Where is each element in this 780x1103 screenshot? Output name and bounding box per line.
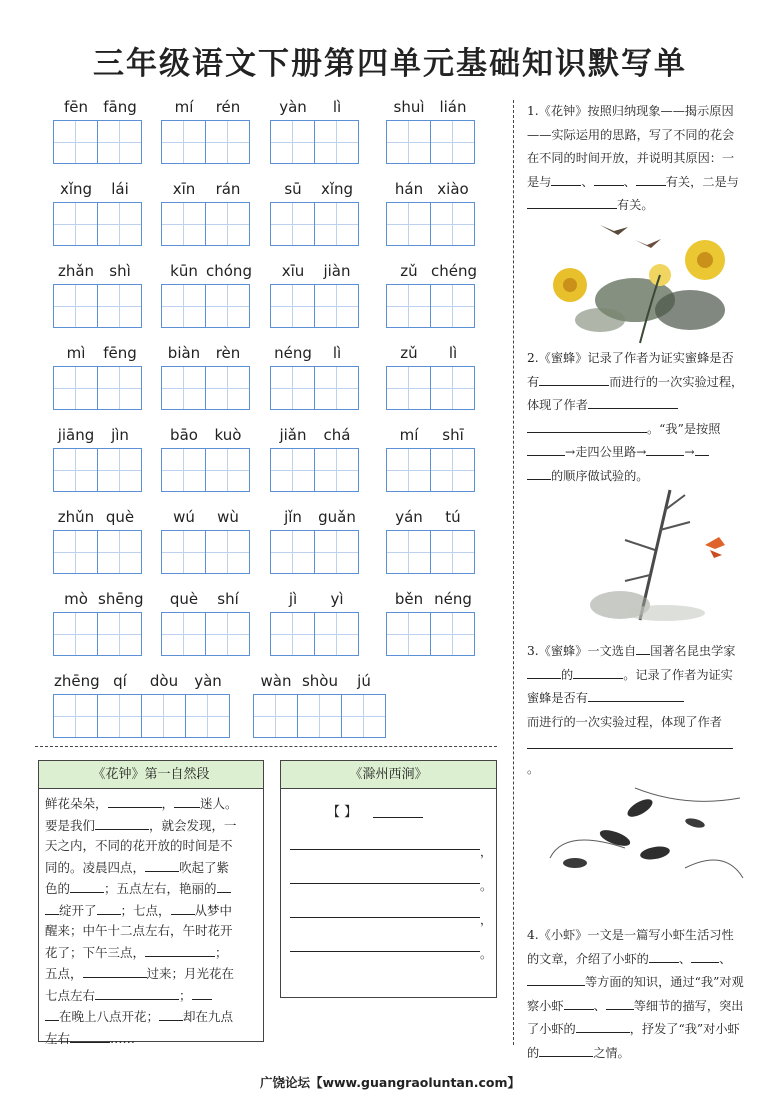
writing-box[interactable]	[205, 202, 250, 246]
pinyin-label: bāo	[170, 426, 198, 444]
text-segment: 、	[581, 174, 594, 189]
writing-box[interactable]	[430, 366, 475, 410]
pinyin-label: mò	[64, 590, 88, 608]
writing-box[interactable]	[270, 530, 315, 574]
writing-box[interactable]	[430, 284, 475, 328]
text-segment: 的顺序做试验的。	[551, 468, 649, 483]
text-segment: 否有	[527, 351, 734, 389]
text-segment: 性的文章，介绍了小虾的	[527, 928, 734, 966]
pinyin-label: shòu	[301, 672, 338, 690]
fill-blank[interactable]	[97, 900, 121, 915]
writing-box[interactable]	[430, 530, 475, 574]
writing-box[interactable]	[185, 694, 230, 738]
fill-blank[interactable]	[588, 394, 678, 409]
writing-box[interactable]	[53, 202, 98, 246]
writing-box[interactable]	[386, 120, 431, 164]
pinyin-label: zǔ	[400, 344, 418, 362]
text-segment: 天之内，不同的花开放的时间是不	[45, 838, 233, 853]
text-line	[45, 1028, 257, 1050]
writing-box[interactable]	[386, 366, 431, 410]
pinyin-label: hán	[394, 180, 424, 198]
pinyin-label: jìn	[111, 426, 129, 444]
pinyin-label: wàn	[260, 672, 292, 690]
writing-box[interactable]	[314, 612, 359, 656]
text-line	[45, 963, 257, 985]
line-punctuation: ，	[480, 913, 493, 927]
huazhong-recitation-panel	[38, 760, 264, 1046]
fill-blank[interactable]	[551, 171, 581, 186]
line-punctuation: 。	[480, 879, 493, 893]
fill-blank[interactable]	[606, 995, 634, 1010]
pinyin-label: fēn	[63, 98, 89, 116]
bird-icon	[635, 239, 661, 248]
text-line	[45, 857, 257, 879]
fill-blank[interactable]	[527, 441, 565, 456]
writing-box[interactable]	[314, 366, 359, 410]
text-segment: 等方面的知识，通过“我”	[585, 975, 720, 989]
writing-box[interactable]	[297, 694, 342, 738]
writing-box[interactable]	[430, 448, 475, 492]
writing-box[interactable]	[205, 448, 250, 492]
writing-box[interactable]	[205, 366, 250, 410]
question-4	[527, 924, 745, 1065]
text-segment: 1.《花钟》按照归纳现象——揭示原	[527, 104, 722, 118]
pinyin-label: lì	[332, 98, 342, 116]
pinyin-label: mí	[174, 98, 194, 116]
text-segment: 对观察小虾	[527, 975, 744, 1013]
panel-title: 《滁州西涧》	[281, 761, 496, 789]
question-2	[527, 347, 745, 488]
fill-blank[interactable]	[695, 441, 709, 456]
vertical-divider	[513, 100, 514, 1045]
text-segment: 家	[723, 644, 736, 658]
line-punctuation: ，	[480, 845, 493, 859]
panel-title: 《花钟》第一自然段	[39, 761, 263, 789]
fill-blank[interactable]	[217, 878, 231, 893]
writing-box[interactable]	[97, 448, 142, 492]
pinyin-label: yàn	[279, 98, 307, 116]
fill-blank[interactable]	[174, 793, 200, 808]
writing-box[interactable]	[205, 284, 250, 328]
pinyin-label: yán	[395, 508, 423, 526]
text-segment: 4.《小虾》一文是一篇写小虾生活习	[527, 928, 722, 942]
text-segment: 国著名昆虫学	[650, 644, 724, 658]
pinyin-label: xīn	[172, 180, 196, 198]
text-segment: ，	[161, 796, 175, 811]
text-segment: 等细节的描写，	[633, 998, 720, 1013]
pinyin-label: jǐn	[284, 508, 302, 526]
bird-icon	[600, 225, 628, 235]
writing-box[interactable]	[386, 612, 431, 656]
chuzhou-xijian-panel	[280, 760, 497, 998]
writing-box[interactable]	[53, 366, 98, 410]
poem-line-blank[interactable]	[290, 883, 480, 884]
writing-box[interactable]	[270, 366, 315, 410]
pinyin-label: yàn	[194, 672, 222, 690]
writing-box[interactable]	[386, 284, 431, 328]
fill-blank[interactable]	[576, 1018, 630, 1033]
fill-blank[interactable]	[45, 1006, 59, 1021]
text-segment: 有关。	[617, 198, 654, 212]
text-segment: 有关，	[665, 174, 703, 189]
text-segment: →	[684, 445, 695, 459]
fill-blank[interactable]	[527, 418, 647, 433]
pinyin-label: zhǎn	[57, 262, 95, 280]
text-segment: 迷人。	[200, 796, 238, 811]
pinyin-label: rán	[215, 180, 241, 198]
writing-box[interactable]	[97, 120, 142, 164]
fill-blank[interactable]	[95, 815, 149, 830]
pinyin-label: jiāng	[57, 426, 95, 444]
pinyin-label: rén	[215, 98, 241, 116]
text-segment: 却在九点	[183, 1009, 234, 1024]
pinyin-label: shēng	[98, 590, 144, 608]
pinyin-label: tú	[445, 508, 461, 526]
pinyin-label: què	[169, 590, 199, 608]
writing-box[interactable]	[97, 284, 142, 328]
fill-blank[interactable]	[145, 942, 215, 957]
writing-box[interactable]	[97, 612, 142, 656]
chrysanthemum-flower-icon	[685, 240, 725, 280]
writing-box[interactable]	[161, 284, 206, 328]
pinyin-label: chá	[323, 426, 351, 444]
writing-box[interactable]	[430, 202, 475, 246]
writing-box[interactable]	[386, 202, 431, 246]
text-segment: 同的。凌晨四点，	[45, 859, 146, 875]
pinyin-label: què	[105, 508, 135, 526]
fill-blank[interactable]	[83, 963, 147, 978]
writing-box[interactable]	[270, 612, 315, 656]
fill-blank[interactable]	[527, 664, 561, 679]
pinyin-label: jiǎn	[279, 426, 307, 444]
text-line	[45, 793, 257, 815]
text-segment: 花会在不同的时间开放，并说明其原	[527, 127, 735, 165]
writing-box[interactable]	[430, 120, 475, 164]
writing-box[interactable]	[53, 612, 98, 656]
pinyin-label: chéng	[431, 262, 478, 280]
footer: 广饶论坛【www.guangraoluntan.com】	[259, 1075, 521, 1090]
text-segment: 2.《蜜蜂》记录了作者为证实蜜蜂是	[527, 351, 722, 365]
pinyin-label: sū	[284, 180, 302, 198]
writing-box[interactable]	[270, 120, 315, 164]
pinyin-label: guǎn	[318, 508, 356, 526]
text-segment: 对小虾的	[527, 1022, 740, 1060]
text-segment: 花了；下午三点，	[45, 944, 146, 960]
writing-box[interactable]	[314, 284, 359, 328]
fill-blank[interactable]	[594, 171, 624, 186]
shrimp-icon	[639, 844, 671, 861]
fill-blank[interactable]	[70, 1028, 110, 1043]
fill-blank[interactable]	[573, 664, 623, 679]
fill-blank[interactable]	[539, 1042, 593, 1057]
text-segment: 五点，	[45, 966, 83, 981]
text-segment: 、	[719, 951, 732, 966]
text-segment: 、	[678, 951, 692, 966]
text-segment: 左右	[45, 1030, 71, 1046]
text-segment: 为证实蜜蜂是否有	[527, 667, 733, 705]
writing-box[interactable]	[314, 448, 359, 492]
writing-box[interactable]	[97, 202, 142, 246]
pinyin-label: rèn	[215, 344, 241, 362]
writing-box[interactable]	[97, 530, 142, 574]
shrimp-icon	[684, 817, 705, 830]
text-line	[45, 900, 257, 922]
fill-blank[interactable]	[145, 857, 179, 872]
text-line	[45, 942, 257, 964]
fill-blank[interactable]	[649, 948, 679, 963]
text-segment: 而进行的一次	[609, 374, 683, 389]
fill-blank[interactable]	[70, 878, 104, 893]
pinyin-label: lái	[111, 180, 129, 198]
text-segment: 七点左右	[45, 987, 96, 1003]
writing-box[interactable]	[386, 448, 431, 492]
pinyin-label: néng	[274, 344, 312, 362]
writing-box[interactable]	[161, 448, 206, 492]
text-segment: 色的	[45, 881, 71, 896]
text-segment: 。记录了作者	[623, 667, 697, 682]
text-segment: 。	[527, 761, 540, 776]
text-line	[45, 921, 257, 942]
writing-box[interactable]	[270, 448, 315, 492]
pinyin-label: xiào	[437, 180, 469, 198]
text-segment: 要是我们	[45, 817, 96, 833]
text-segment: 、	[623, 174, 636, 189]
shrimp-icon	[598, 827, 632, 849]
horizontal-divider	[35, 746, 497, 747]
writing-box[interactable]	[53, 530, 98, 574]
pinyin-label: běn	[394, 590, 424, 608]
writing-box[interactable]	[205, 120, 250, 164]
pinyin-label: shì	[109, 262, 131, 280]
writing-box[interactable]	[97, 366, 142, 410]
fill-blank[interactable]	[527, 465, 551, 480]
pinyin-writing-grid	[0, 0, 510, 745]
fill-blank[interactable]	[588, 687, 684, 702]
text-segment: 在晚上八点开花；	[59, 1009, 160, 1024]
fill-blank[interactable]	[646, 441, 684, 456]
fill-blank[interactable]	[95, 985, 179, 1000]
writing-box[interactable]	[205, 612, 250, 656]
text-line	[45, 1006, 257, 1028]
text-segment: 突出了小虾的	[527, 998, 744, 1036]
text-segment: 而进行的一次实验过程，体现了作者	[527, 714, 722, 729]
text-segment: 因：一是与	[527, 151, 735, 189]
writing-box[interactable]	[161, 202, 206, 246]
butterfly-icon	[705, 537, 725, 558]
pinyin-label: biàn	[167, 344, 201, 362]
pinyin-label: xīu	[281, 262, 305, 280]
fill-blank[interactable]	[527, 194, 617, 209]
text-segment: 之情。	[593, 1045, 630, 1060]
pinyin-label: fāng	[103, 98, 137, 116]
fill-blank[interactable]	[539, 371, 609, 386]
line-punctuation: 。	[480, 947, 493, 961]
text-segment: 醒来；中午十二点左右，午时花开	[45, 923, 233, 938]
text-segment: ；	[179, 987, 192, 1003]
pinyin-label: zhēng	[54, 672, 100, 690]
pinyin-label: kūn	[170, 262, 198, 280]
pinyin-label: dòu	[149, 672, 179, 690]
writing-box[interactable]	[141, 694, 186, 738]
writing-box[interactable]	[314, 120, 359, 164]
text-line	[45, 836, 257, 857]
poem-line-blank[interactable]	[290, 917, 480, 918]
text-segment: 3.《蜜蜂》一文选自	[527, 644, 637, 658]
writing-box[interactable]	[161, 530, 206, 574]
pinyin-label: shí	[217, 590, 239, 608]
pinyin-label: zǔ	[400, 262, 418, 280]
pinyin-label: jì	[288, 590, 298, 608]
text-segment: ，就会发现，一	[149, 817, 237, 833]
writing-box[interactable]	[161, 612, 206, 656]
pinyin-label: lì	[448, 344, 458, 362]
writing-box[interactable]	[161, 366, 206, 410]
page-title: 三年级语文下册第四单元基础知识默写单	[93, 46, 687, 82]
poem-line-blank[interactable]	[290, 951, 480, 952]
pinyin-label: wú	[173, 508, 195, 526]
text-segment: 过来；月光花在	[146, 966, 235, 981]
fill-blank[interactable]	[108, 793, 162, 808]
text-segment: 绽开了	[59, 902, 97, 918]
question-1	[527, 100, 745, 218]
writing-box[interactable]	[205, 530, 250, 574]
pinyin-label: wù	[217, 508, 239, 526]
pinyin-label: mí	[399, 426, 419, 444]
shrimp-icon	[563, 858, 587, 868]
pinyin-label: shuì	[393, 98, 425, 116]
fill-blank[interactable]	[636, 171, 666, 186]
pinyin-label: jiàn	[323, 262, 351, 280]
pinyin-label: néng	[434, 590, 472, 608]
poem-author-blank[interactable]	[373, 817, 423, 818]
fill-blank[interactable]	[691, 948, 719, 963]
writing-box[interactable]	[53, 694, 98, 738]
fill-blank[interactable]	[564, 995, 594, 1010]
chrysanthemum-painting	[540, 215, 750, 345]
writing-box[interactable]	[53, 448, 98, 492]
writing-box[interactable]	[270, 202, 315, 246]
text-segment: 实验过程，体现了作者	[527, 374, 744, 412]
question-3	[527, 640, 745, 781]
text-segment: ；五点左右，艳丽的	[104, 881, 217, 896]
text-line	[45, 985, 257, 1007]
pinyin-label: jú	[357, 672, 371, 690]
fill-blank[interactable]	[527, 971, 585, 986]
text-segment: ，抒发了“我”	[629, 1022, 704, 1036]
pinyin-label: lián	[439, 98, 467, 116]
fill-blank[interactable]	[636, 640, 650, 655]
fill-blank[interactable]	[171, 900, 195, 915]
pinyin-label: kuò	[214, 426, 242, 444]
pinyin-label: lì	[332, 344, 342, 362]
fill-blank[interactable]	[192, 985, 212, 1000]
fill-blank[interactable]	[527, 734, 733, 749]
writing-box[interactable]	[53, 284, 98, 328]
text-line	[45, 815, 257, 837]
text-segment: 因——实际运用的思路，写了不同的	[527, 104, 734, 142]
recitation-text	[39, 789, 263, 1053]
text-segment: ；七点，	[120, 902, 171, 918]
writing-box[interactable]	[341, 694, 386, 738]
writing-box[interactable]	[314, 530, 359, 574]
text-segment: 二是与	[702, 174, 739, 189]
shrimp-icon	[625, 796, 655, 820]
pinyin-label: mì	[66, 344, 86, 362]
fill-blank[interactable]	[159, 1006, 183, 1021]
text-segment: 的	[561, 667, 574, 682]
writing-box[interactable]	[386, 530, 431, 574]
text-segment: 吹起了紫	[179, 859, 230, 875]
pinyin-label: chóng	[206, 262, 252, 280]
text-segment: →走四公里路→	[565, 445, 647, 459]
writing-box[interactable]	[161, 120, 206, 164]
writing-box[interactable]	[314, 202, 359, 246]
writing-box[interactable]	[270, 284, 315, 328]
fill-blank[interactable]	[45, 900, 59, 915]
poem-line-blank[interactable]	[290, 849, 480, 850]
writing-box[interactable]	[253, 694, 298, 738]
writing-box[interactable]	[53, 120, 98, 164]
writing-box[interactable]	[430, 612, 475, 656]
text-segment: 鲜花朵朵，	[45, 796, 108, 811]
pinyin-label: xǐng	[320, 180, 354, 198]
shrimp-painting	[545, 768, 745, 898]
pinyin-label: shī	[442, 426, 464, 444]
pinyin-label: xǐng	[59, 180, 93, 198]
writing-box[interactable]	[97, 694, 142, 738]
text-segment: 、	[593, 998, 606, 1013]
text-segment: 从梦中	[194, 902, 233, 918]
text-segment: 。“我”是按照	[647, 421, 721, 436]
pinyin-label: zhǔn	[57, 508, 95, 526]
pinyin-label: yì	[330, 590, 344, 608]
chrysanthemum-flower-icon	[553, 268, 587, 302]
bamboo-painting	[580, 480, 740, 625]
text-line	[45, 878, 257, 900]
pinyin-label: fēng	[103, 344, 137, 362]
text-segment: ……	[110, 1030, 136, 1046]
poem-title-blank: 【 】	[327, 805, 358, 820]
text-segment: ；	[215, 944, 228, 960]
pinyin-label: qí	[113, 672, 127, 690]
